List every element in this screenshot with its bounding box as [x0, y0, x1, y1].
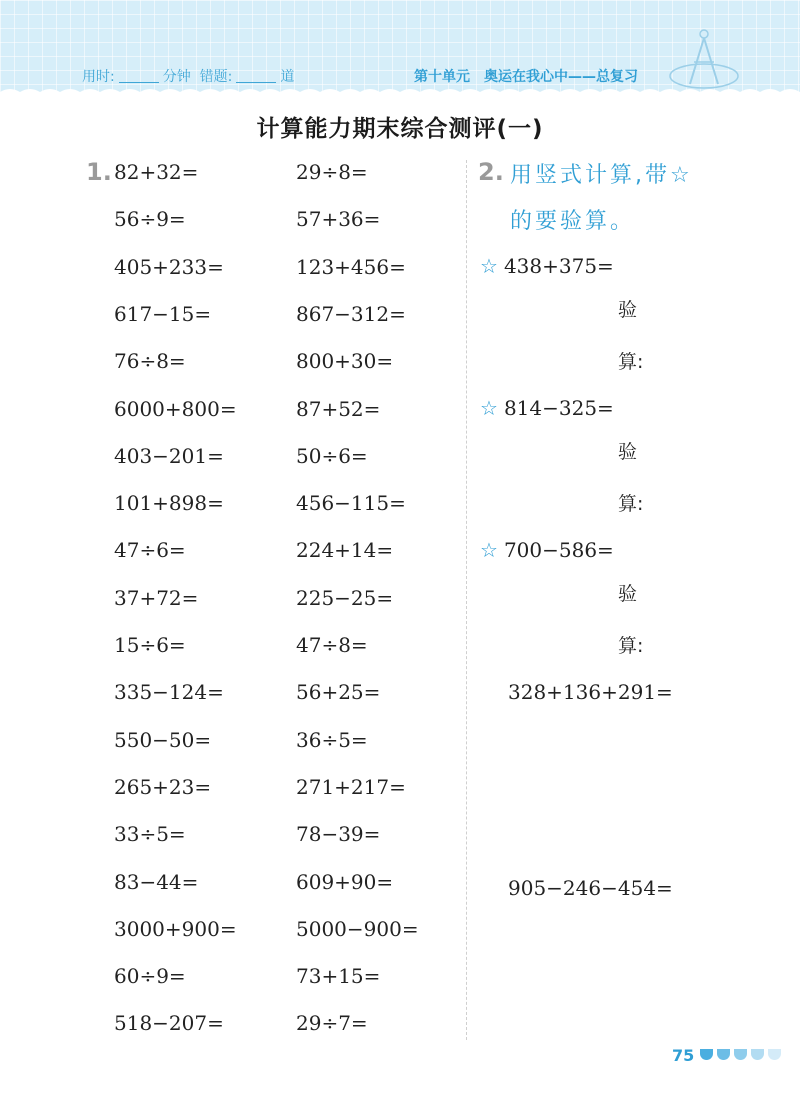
check-label-3a: 验 — [618, 583, 638, 605]
column-1-problem: 405+233= — [114, 254, 224, 279]
column-1-problem: 403−201= — [114, 443, 224, 468]
column-1-problem: 76÷8= — [114, 349, 186, 374]
column-1-problem: 550−50= — [114, 727, 212, 752]
column-2-problem: 800+30= — [296, 349, 394, 374]
column-1-problem: 37+72= — [114, 585, 199, 610]
column-1-problem: 83−44= — [114, 869, 199, 894]
star-icon: ☆ — [480, 538, 498, 562]
column-1-problem: 617−15= — [114, 301, 212, 326]
check-label-1b: 算: — [618, 351, 644, 373]
column-2-problem: 29÷7= — [296, 1011, 368, 1036]
column-2-problem: 224+14= — [296, 538, 394, 563]
starred-problem-2 — [480, 396, 614, 420]
column-2-problem: 225−25= — [296, 585, 394, 610]
column-1-problem: 518−207= — [114, 1011, 224, 1036]
column-1-problem: 101+898= — [114, 491, 224, 516]
star-icon: ☆ — [480, 254, 498, 278]
check-label-3b: 算: — [618, 635, 644, 657]
starred-problem-3 — [480, 538, 614, 562]
starred-problem-3-expression: 700−586= — [503, 538, 614, 562]
column-1-problem: 56÷9= — [114, 207, 186, 232]
unit-label: 第十单元 — [414, 69, 470, 85]
column-2-problem: 123+456= — [296, 254, 406, 279]
column-2-problem: 47÷8= — [296, 633, 368, 657]
question-2-instruction-line-2: 的要验算。 — [510, 209, 636, 234]
column-2-problem: 271+217= — [296, 774, 406, 799]
column-1-problem: 60÷9= — [114, 964, 186, 989]
column-2-problem: 5000−900= — [296, 916, 419, 941]
page-number: 75 — [672, 1046, 695, 1065]
question-2-number: 2. — [478, 158, 504, 186]
column-2-problem: 29÷8= — [296, 160, 368, 184]
time-error-record — [82, 66, 294, 86]
column-1-problem: 3000+900= — [114, 916, 237, 941]
unit-title: 奥运在我心中——总复习 — [484, 69, 638, 85]
starred-problem-1-expression: 438+375= — [503, 254, 614, 278]
column-divider — [466, 160, 467, 1040]
question-2-instruction-line-1: 用竖式计算,带☆ — [510, 163, 693, 188]
unit-heading — [414, 66, 638, 86]
column-2-problem: 609+90= — [296, 869, 394, 894]
time-unit: 分钟 — [162, 69, 191, 85]
compass-icon — [664, 24, 744, 94]
column-2-problem: 36÷5= — [296, 727, 368, 752]
check-label-2a: 验 — [618, 441, 638, 463]
problem-extra-2: 905−246−454= — [508, 876, 673, 900]
column-1-problem: 6000+800= — [114, 396, 237, 421]
column-2-problem: 50÷6= — [296, 443, 368, 468]
column-2-problem: 73+15= — [296, 964, 381, 989]
column-2-problem: 78−39= — [296, 822, 381, 847]
column-2-problem: 57+36= — [296, 207, 381, 232]
check-label-1a: 验 — [618, 299, 638, 321]
column-1-problem: 33÷5= — [114, 822, 186, 847]
dot-decoration — [734, 1049, 747, 1060]
column-2-problem: 867−312= — [296, 301, 406, 326]
column-1-problem: 82+32= — [114, 160, 199, 184]
starred-problem-1 — [480, 254, 614, 278]
page-dots — [700, 1049, 781, 1060]
column-1-problem: 47÷6= — [114, 538, 186, 563]
dot-decoration — [751, 1049, 764, 1060]
star-icon: ☆ — [480, 396, 498, 420]
check-label-2b: 算: — [618, 493, 644, 515]
dot-decoration — [717, 1049, 730, 1060]
time-label: 用时: — [82, 69, 115, 85]
column-2-problem: 456−115= — [296, 491, 406, 516]
error-blank[interactable] — [236, 70, 276, 83]
question-1-number: 1. — [86, 158, 112, 186]
column-1-problem: 265+23= — [114, 774, 212, 799]
starred-problem-2-expression: 814−325= — [503, 396, 614, 420]
dot-decoration — [768, 1049, 781, 1060]
page-title: 计算能力期末综合测评(一) — [256, 116, 544, 142]
time-blank[interactable] — [119, 70, 159, 83]
error-label: 错题: — [199, 69, 233, 85]
column-1-problem: 335−124= — [114, 680, 224, 705]
column-2-problem: 56+25= — [296, 680, 381, 705]
error-unit: 道 — [280, 69, 295, 85]
dot-decoration — [700, 1049, 713, 1060]
problem-extra-1: 328+136+291= — [508, 680, 673, 704]
column-2-problem: 87+52= — [296, 396, 381, 421]
column-1-problem: 15÷6= — [114, 633, 186, 657]
